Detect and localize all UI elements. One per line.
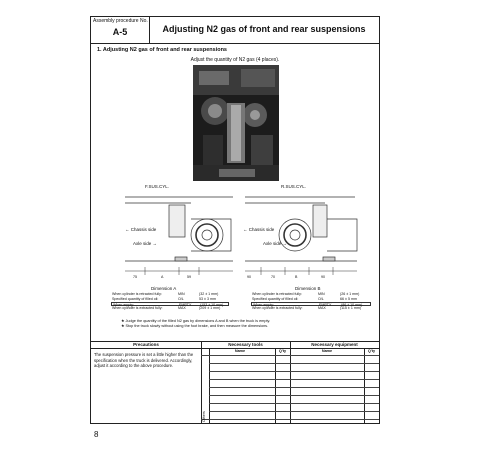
front-dim-1: A xyxy=(161,275,164,279)
front-dim-0: 75 xyxy=(133,275,137,279)
rear-dim-1: 70 xyxy=(271,275,275,279)
note-item: ★ Judge the quantity of the filled N2 gas by dimensions A and B when the truck is empty. xyxy=(121,319,271,323)
row-line xyxy=(209,371,379,372)
procedure-no: A-5 xyxy=(112,27,128,37)
others-label: Others xyxy=(202,411,206,422)
rear-spec-row: Specified quantity of filled oil: O/L 66 ± 5 mm xyxy=(252,296,357,301)
notes xyxy=(121,319,270,329)
equipment-name-label: Name xyxy=(321,349,333,353)
front-chassis-label: ← Chassis side xyxy=(125,227,157,232)
rear-spec-table xyxy=(251,292,371,311)
rear-spec-row: When cylinder is extracted fully: MAX (115 ± 1 mm) xyxy=(252,306,362,311)
cylinder-diagrams xyxy=(95,183,377,289)
bottom-table xyxy=(91,341,379,424)
precautions-header: Precautions xyxy=(91,342,201,349)
procedure-id-box xyxy=(91,17,150,43)
rear-cylinder-diagram xyxy=(243,184,357,279)
tools-qty-label: Q'ty xyxy=(278,349,287,353)
front-dim-2: 59 xyxy=(187,275,191,279)
row-line xyxy=(209,379,379,380)
section-title: 1. Adjusting N2 gas of front and rear suspensions xyxy=(97,47,227,53)
front-cylinder-diagram xyxy=(125,184,233,279)
rear-spec-row-empty: When empty: EMPTY (86 ± 10 mm) xyxy=(251,302,371,307)
row-line xyxy=(209,395,379,396)
suspension-photo xyxy=(193,65,279,181)
row-line xyxy=(209,363,379,364)
note-item: ★ Stop the truck slowly without using the foot brake, and then measure the dimensions. xyxy=(121,324,269,328)
row-line xyxy=(209,387,379,388)
page-number: 8 xyxy=(94,430,99,439)
precautions-text: The suspension pressure is set a little higher than the specification when the truck is delivered. Accordingly, adjust it according to the above procedure. xyxy=(94,352,194,369)
rear-spec-row: When cylinder is retracted fully: MIN (26 ± 1 mm) xyxy=(252,292,360,296)
rear-axle-label: Axle side → xyxy=(263,241,288,246)
rear-dim-0: 90 xyxy=(247,275,251,279)
tools-name-label: Name xyxy=(234,349,246,353)
rear-chassis-label: ← Chassis side xyxy=(243,227,275,232)
equipment-qty-label: Q'ty xyxy=(367,349,376,353)
row-line xyxy=(201,355,379,356)
rear-title: R.SUS.CYL. xyxy=(281,184,307,189)
row-line xyxy=(209,403,379,404)
rear-dim-3: 90 xyxy=(321,275,325,279)
sheet-header xyxy=(91,17,379,44)
front-spec-row-empty: When empty: EMPTY (153 ± 10 mm) xyxy=(111,302,229,307)
tools-header: Necessary tools xyxy=(201,342,290,349)
front-spec-row: When cylinder is retracted fully: MIN (32 ± 1 mm) xyxy=(112,292,219,296)
front-axle-label: Axle side → xyxy=(133,241,158,246)
procedure-sheet xyxy=(90,16,380,424)
photo-caption: Adjust the quantity of N2 gas (4 places). xyxy=(190,57,280,63)
row-line xyxy=(209,411,379,412)
rear-dim-2: B xyxy=(295,275,298,279)
equipment-header: Necessary equipment xyxy=(290,342,379,349)
row-line xyxy=(201,419,379,420)
front-title: F.SUS.CYL. xyxy=(145,184,170,189)
dimension-a-caption: Dimension A xyxy=(151,286,177,291)
dimension-b-caption: Dimension B xyxy=(295,286,321,291)
procedure-no-label: Assembly procedure No. xyxy=(93,18,148,24)
front-spec-row: Specified quantity of filled oil: O/L 53 ± 3 mm xyxy=(112,296,216,301)
front-spec-row: When cylinder is extracted fully: MAX (209 ± 1 mm) xyxy=(112,306,221,311)
page-title: Adjusting N2 gas of front and rear suspensions xyxy=(162,24,366,34)
front-spec-table xyxy=(111,292,229,311)
